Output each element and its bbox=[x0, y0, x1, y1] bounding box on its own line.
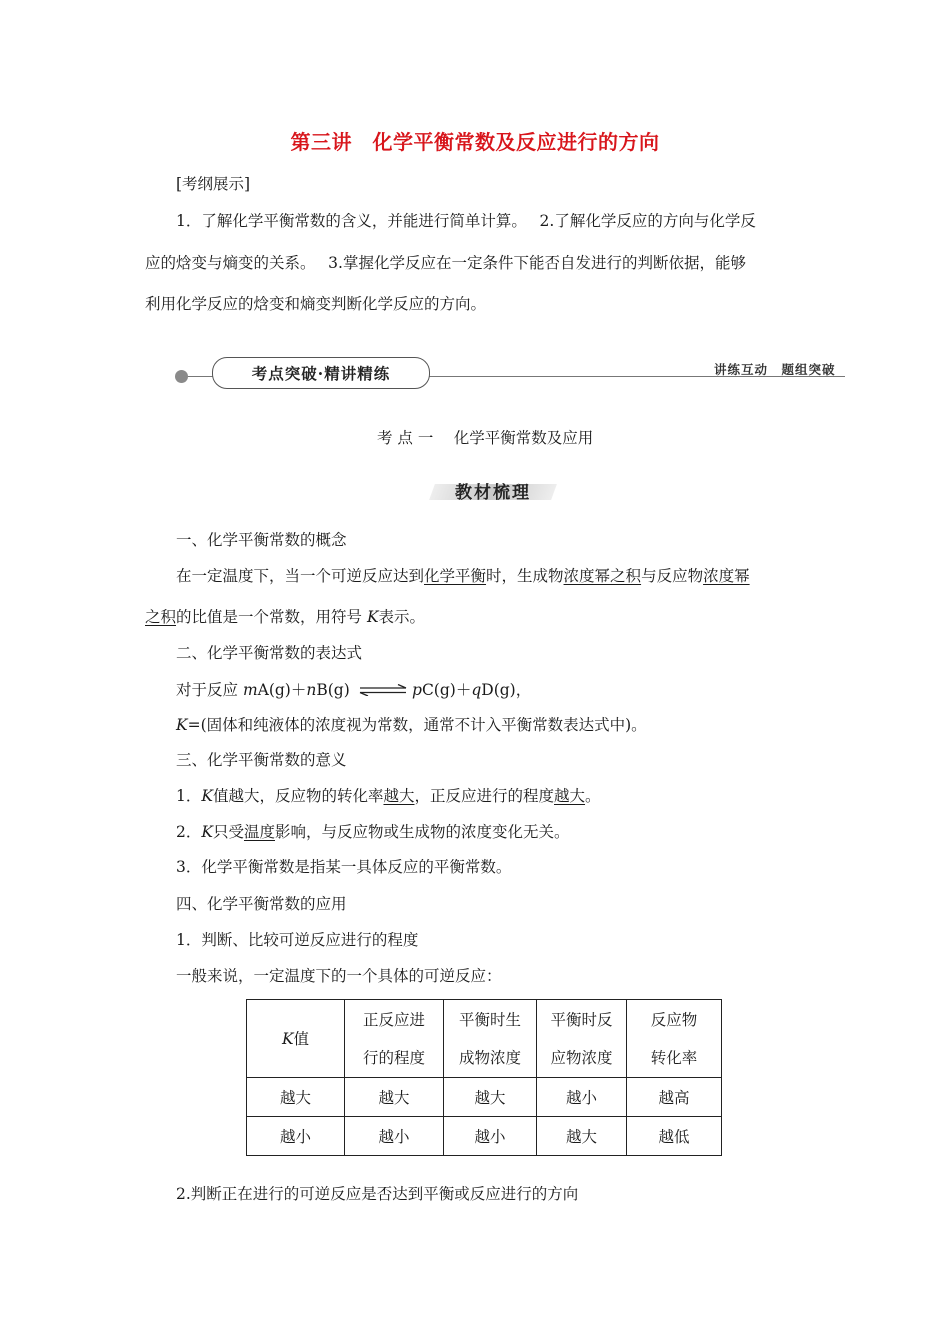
table-header-row bbox=[247, 1000, 722, 1078]
k-value-table bbox=[246, 999, 722, 1156]
section-banner-tag: 考点突破·精讲精练 bbox=[212, 357, 430, 389]
reaction-equation-right: pC(g)＋qD(g)， bbox=[412, 681, 532, 699]
table-cell: 越低 bbox=[627, 1117, 722, 1156]
sec1-paragraph-line-1: 在一定温度下，当一个可逆反应达到化学平衡时，生成物浓度幂之积与反应物浓度幂 bbox=[176, 567, 750, 585]
table-cell: 越小 bbox=[444, 1117, 537, 1156]
sub-heading bbox=[432, 478, 554, 502]
sec3-item-3: 3．化学平衡常数是指某一具体反应的平衡常数。 bbox=[176, 858, 512, 876]
table-cell: 越小 bbox=[247, 1117, 345, 1156]
page-title: 第三讲 化学平衡常数及反应进行的方向 bbox=[290, 130, 660, 154]
sub-heading-text: 教材梳理 bbox=[455, 483, 531, 503]
table-header-cell: 正反应进 行的程度 bbox=[345, 1000, 444, 1078]
sec4-sub-2: 2.判断正在进行的可逆反应是否达到平衡或反应进行的方向 bbox=[176, 1185, 579, 1203]
sec3-item-2: 2．K只受温度影响，与反应物或生成物的浓度变化无关。 bbox=[176, 823, 570, 841]
sec3-heading: 三、化学平衡常数的意义 bbox=[176, 751, 347, 769]
banner-dot-icon bbox=[175, 370, 188, 383]
syllabus-line-2: 应的焓变与熵变的关系。 3.掌握化学反应在一定条件下能否自发进行的判断依据，能够 bbox=[145, 254, 746, 272]
sec1-heading: 一、化学平衡常数的概念 bbox=[176, 531, 347, 549]
reaction-equation-left: 对于反应 mA(g)＋nB(g) bbox=[176, 681, 350, 699]
banner-right-label: 讲练互动 题组突破 bbox=[714, 362, 836, 377]
k-expression-line: K=(固体和纯液体的浓度视为常数，通常不计入平衡常数表达式中)。 bbox=[176, 716, 647, 734]
table-cell: 越大 bbox=[345, 1078, 444, 1117]
equilibrium-arrow-icon bbox=[358, 684, 408, 696]
table-cell: 越大 bbox=[247, 1078, 345, 1117]
syllabus-line-3: 利用化学反应的焓变和熵变判断化学反应的方向。 bbox=[145, 295, 487, 313]
sec3-item-1: 1．K值越大，反应物的转化率越大，正反应进行的程度越大。 bbox=[176, 787, 601, 805]
table-cell: 越大 bbox=[444, 1078, 537, 1117]
syllabus-label: [考纲展示] bbox=[176, 175, 251, 193]
sec4-heading: 四、化学平衡常数的应用 bbox=[176, 895, 347, 913]
table-header-cell: 平衡时生 成物浓度 bbox=[444, 1000, 537, 1078]
sec4-sub-1: 1．判断、比较可逆反应进行的程度 bbox=[176, 931, 419, 949]
sec2-heading: 二、化学平衡常数的表达式 bbox=[176, 644, 363, 662]
table-row bbox=[247, 1078, 722, 1117]
table-cell: 越高 bbox=[627, 1078, 722, 1117]
table-cell: 越小 bbox=[345, 1117, 444, 1156]
sec1-paragraph-line-2: 之积的比值是一个常数，用符号 K表示。 bbox=[145, 608, 426, 626]
sec4-sub-1-desc: 一般来说，一定温度下的一个具体的可逆反应： bbox=[176, 967, 502, 985]
table-cell: 越大 bbox=[537, 1117, 627, 1156]
table-cell: 越小 bbox=[537, 1078, 627, 1117]
table-header-cell: 平衡时反 应物浓度 bbox=[537, 1000, 627, 1078]
table-header-cell: 反应物 转化率 bbox=[627, 1000, 722, 1078]
table-header-cell: K值 bbox=[247, 1000, 345, 1078]
topic-heading: 考 点 一 化学平衡常数及应用 bbox=[377, 429, 594, 447]
table-row bbox=[247, 1117, 722, 1156]
syllabus-line-1: 1．了解化学平衡常数的含义，并能进行简单计算。 2.了解化学反应的方向与化学反 bbox=[176, 212, 756, 230]
